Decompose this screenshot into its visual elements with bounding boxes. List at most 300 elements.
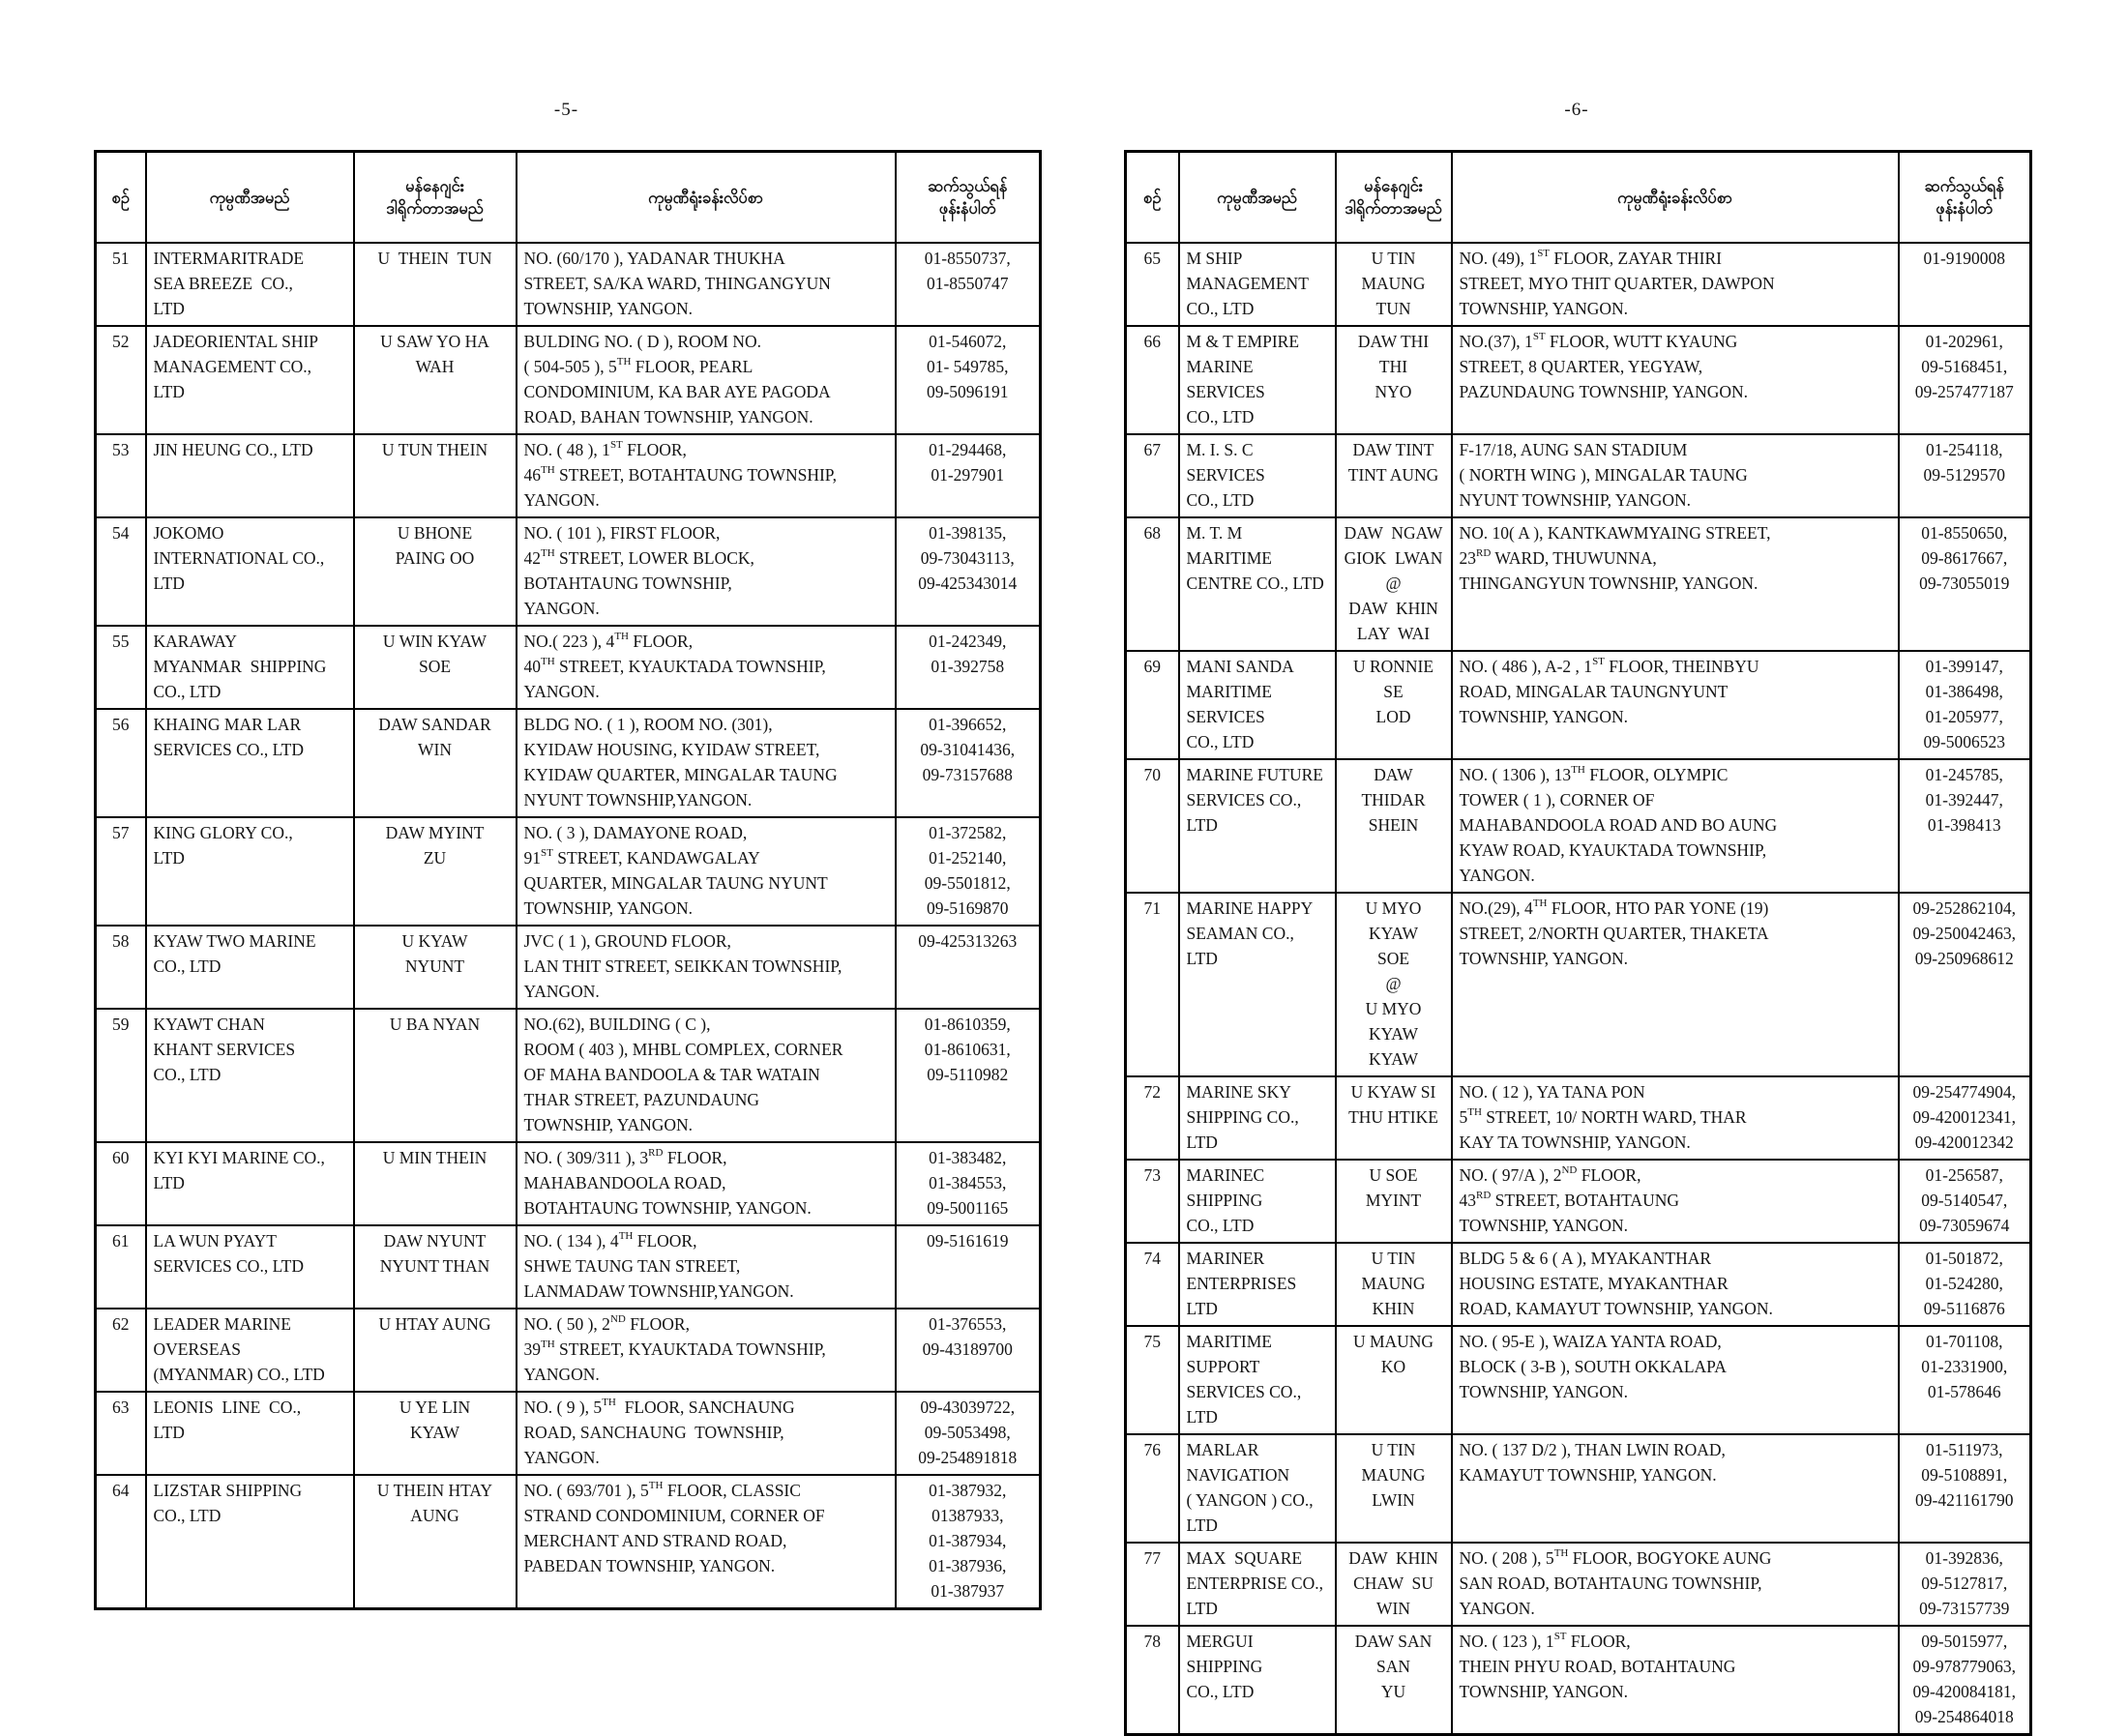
text-line: 09-978779063, [1912, 1657, 2016, 1676]
text-line: TOWNSHIP, YANGON. [523, 299, 694, 318]
serial-cell [1126, 326, 1179, 434]
text-line: 09-5169870 [926, 898, 1009, 918]
header-row [1126, 152, 2031, 244]
text-line: ENTERPRISES LTD [1186, 1274, 1301, 1318]
office-address-cell [517, 709, 896, 817]
text-line: NO. ( 95-E ), WAIZA YANTA ROAD, [1459, 1332, 1722, 1351]
text-line: 01-252140, [929, 848, 1007, 868]
text-line: BULDING NO. ( D ), ROOM NO. [523, 332, 761, 351]
text-line: U THEIN TUN [377, 249, 492, 268]
phone-numbers-cell [1899, 1243, 2031, 1326]
company-name-cell [146, 517, 354, 626]
text-line: 01-256587, [1925, 1165, 2003, 1185]
text-line: DAW MYINT [385, 823, 485, 842]
office-address-cell [1452, 434, 1899, 517]
serial-cell [1126, 243, 1179, 326]
table-row [96, 1142, 1041, 1225]
text-line: 66 [1143, 332, 1161, 351]
text-line: HOUSING ESTATE, MYAKANTHAR [1459, 1274, 1729, 1293]
text-line: MANAGEMENT [1186, 274, 1309, 293]
office-address-cell [1452, 326, 1899, 434]
header-cell-serial [1126, 152, 1179, 244]
table-row [1126, 1543, 2031, 1626]
text-line: 09-254774904, [1912, 1082, 2016, 1102]
text-line: ROOM ( 403 ), MHBL COMPLEX, CORNER [523, 1040, 843, 1059]
text-line: 01-383482, [929, 1148, 1007, 1167]
text-line: NO. ( 50 ), 2ND FLOOR, [523, 1313, 690, 1334]
serial-cell [96, 517, 146, 626]
managing-director-cell [354, 1225, 517, 1309]
table-row [96, 817, 1041, 926]
text-line: INTERMARITRADE [153, 249, 305, 268]
header-cell-serial [96, 152, 146, 244]
serial-cell [1126, 1076, 1179, 1160]
office-address-cell [517, 1475, 896, 1609]
text-line: 55 [112, 632, 130, 651]
company-name-cell [1179, 434, 1336, 517]
office-address-cell [517, 1392, 896, 1475]
serial-cell [1126, 1434, 1179, 1543]
text-line: U MAUNG KO [1352, 1332, 1438, 1376]
managing-director-cell [354, 243, 517, 326]
managing-director-cell [354, 1392, 517, 1475]
text-line: 77 [1143, 1548, 1161, 1568]
header-cell-office-address [517, 152, 896, 244]
text-line: 01-8610359, [924, 1015, 1011, 1034]
text-line: NO. ( 486 ), A-2 , 1ST FLOOR, THEINBYU [1459, 656, 1759, 676]
text-line: JIN HEUNG CO., LTD [153, 440, 313, 459]
text-line: 09-73059674 [1919, 1216, 2010, 1235]
text-line: U SOE MYINT [1365, 1165, 1422, 1210]
text-line: 67 [1143, 440, 1161, 459]
text-line: MERGUI SHIPPING [1186, 1632, 1263, 1676]
text-line: LEONIS LINE CO., [153, 1398, 302, 1417]
managing-director-cell [354, 926, 517, 1009]
text-line: 43RD STREET, BOTAHTAUNG [1459, 1190, 1679, 1210]
text-line: 73 [1143, 1165, 1161, 1185]
text-line: U MYO KYAW [1365, 898, 1426, 943]
office-address-cell [517, 1009, 896, 1142]
text-line: 01387933, [931, 1506, 1004, 1525]
office-address-cell [1452, 243, 1899, 326]
text-line: KYAW [1368, 1049, 1419, 1069]
company-name-cell [1179, 1160, 1336, 1243]
text-line: YANGON. [523, 490, 600, 510]
text-line: OF MAHA BANDOOLA & TAR WATAIN [523, 1065, 820, 1084]
header-cell-managing-director [354, 152, 517, 244]
company-name-cell [1179, 326, 1336, 434]
text-line: 01-392836, [1925, 1548, 2003, 1568]
text-line: 09-421161790 [1915, 1490, 2014, 1510]
text-line: 09-420012342 [1914, 1133, 2014, 1152]
text-line: 39TH STREET, KYAUKTADA TOWNSHIP, [523, 1339, 826, 1359]
table-row [1126, 893, 2031, 1076]
text-line: 70 [1143, 765, 1161, 784]
office-address-cell [517, 1225, 896, 1309]
text-line: NO. ( 12 ), YA TANA PON [1459, 1082, 1645, 1102]
text-line: 09-73157739 [1919, 1599, 2010, 1618]
company-name-cell [1179, 517, 1336, 651]
company-name-cell [146, 1392, 354, 1475]
phone-numbers-cell [896, 326, 1041, 434]
text-line: U RONNIE SE [1352, 657, 1438, 701]
company-name-cell [146, 243, 354, 326]
text-line: SERVICES CO., LTD [1186, 790, 1306, 835]
text-line: 01-399147, [1925, 657, 2003, 676]
text-line: NAVIGATION [1186, 1465, 1290, 1485]
text-line: ဆက်သွယ်ရန် [1924, 177, 2004, 195]
office-address-cell [1452, 1543, 1899, 1626]
page-number: -5- [553, 100, 579, 120]
serial-cell [96, 434, 146, 517]
text-line: NO. ( 208 ), 5TH FLOOR, BOGYOKE AUNG [1459, 1547, 1772, 1568]
text-line: YANGON. [523, 1365, 600, 1384]
text-line: ဆက်သွယ်ရန် [928, 177, 1008, 195]
company-name-cell [1179, 893, 1336, 1076]
table-row [1126, 243, 2031, 326]
text-line: 01-396652, [929, 715, 1007, 734]
text-line: KYIDAW QUARTER, MINGALAR TAUNG [523, 765, 838, 784]
table-row [1126, 651, 2031, 759]
text-line: 40TH STREET, KYAUKTADA TOWNSHIP, [523, 656, 826, 676]
phone-numbers-cell [1899, 651, 2031, 759]
text-line: 09-5001165 [927, 1198, 1009, 1218]
text-line: 09-8617667, [1921, 548, 2008, 568]
text-line: 09-250042463, [1912, 924, 2016, 943]
text-line: ( 504-505 ), 5TH FLOOR, PEARL [523, 356, 754, 376]
serial-cell [1126, 759, 1179, 893]
text-line: DAW SAN SAN [1354, 1632, 1436, 1676]
text-line: NO. 10( A ), KANTKAWMYAING STREET, [1459, 523, 1771, 543]
text-line: CO., LTD [1186, 407, 1255, 427]
text-line: U TIN MAUNG [1361, 249, 1426, 293]
text-line: MARINE HAPPY [1186, 898, 1314, 918]
text-line: ဒါရိုက်တာအမည် [1345, 199, 1442, 218]
text-line: TUN [1375, 299, 1411, 318]
text-line: LTD [153, 1423, 185, 1442]
text-line: 01-524280, [1925, 1274, 2003, 1293]
text-line: MARITIME SUPPORT [1186, 1332, 1277, 1376]
text-line: 76 [1143, 1440, 1161, 1459]
managing-director-cell [354, 517, 517, 626]
managing-director-cell [354, 1142, 517, 1225]
company-name-cell [146, 1309, 354, 1392]
header-cell-contact-phone [1899, 152, 2031, 244]
text-line: CHAW SU [1353, 1574, 1433, 1593]
text-line: မန်နေဂျင်း [405, 177, 464, 195]
text-line: STREET, 8 QUARTER, YEGYAW, [1459, 357, 1703, 376]
managing-director-cell [1336, 1076, 1452, 1160]
text-line: DAW KHIN [1348, 599, 1438, 618]
text-line: 46TH STREET, BOTAHTAUNG TOWNSHIP, [523, 464, 837, 485]
text-line: LEADER MARINE [153, 1314, 291, 1334]
text-line: ဖုန်းနံပါတ် [938, 199, 996, 218]
text-line: U WIN KYAW [382, 632, 488, 651]
text-line: TOWNSHIP, YANGON. [1459, 299, 1629, 318]
text-line: PAZUNDAUNG TOWNSHIP, YANGON. [1459, 382, 1748, 401]
text-line: U MIN THEIN [382, 1148, 488, 1167]
table-header [96, 152, 1041, 244]
text-line: 01-392447, [1925, 790, 2003, 809]
office-address-cell [517, 1309, 896, 1392]
text-line: M. T. M MARITIME [1186, 523, 1272, 568]
text-line: 52 [112, 332, 130, 351]
text-line: CO., LTD [1186, 490, 1255, 510]
phone-numbers-cell [896, 434, 1041, 517]
text-line: F-17/18, AUNG SAN STADIUM [1459, 440, 1688, 459]
text-line: 09-5096191 [926, 382, 1009, 401]
text-line: 60 [112, 1148, 130, 1167]
text-line: 01-387937 [931, 1581, 1005, 1601]
text-line: 09-5015977, [1921, 1632, 2008, 1651]
text-line: 53 [112, 440, 130, 459]
serial-cell [96, 243, 146, 326]
text-line: 01-701108, [1925, 1332, 2003, 1351]
text-line: CO., LTD [153, 682, 222, 701]
text-line: STREET, 2/NORTH QUARTER, THAKETA [1459, 924, 1769, 943]
office-address-cell [1452, 1626, 1899, 1735]
text-line: YANGON. [523, 982, 600, 1001]
text-line: ENTERPRISE CO., [1186, 1574, 1323, 1593]
text-line: 09-5168451, [1921, 357, 2008, 376]
managing-director-cell [1336, 1434, 1452, 1543]
text-line: 01-202961, [1925, 332, 2003, 351]
text-line: 09-73157688 [922, 765, 1013, 784]
text-line: M SHIP [1186, 249, 1243, 268]
text-line: 01-387936, [929, 1556, 1007, 1575]
company-name-cell [1179, 243, 1336, 326]
text-line: MARINE FUTURE [1186, 765, 1323, 784]
table-row [1126, 1076, 2031, 1160]
text-line: U BA NYAN [389, 1015, 481, 1034]
text-line: SOE [1376, 949, 1410, 968]
text-line: ROAD, BAHAN TOWNSHIP, YANGON. [523, 407, 813, 427]
text-line: DAW THIDAR [1361, 765, 1426, 809]
company-name-cell [146, 926, 354, 1009]
serial-cell [1126, 434, 1179, 517]
text-line: NO. ( 97/A ), 2ND FLOOR, [1459, 1164, 1641, 1185]
text-line: 09-254891818 [918, 1448, 1018, 1467]
text-line: KYAW [409, 1423, 460, 1442]
text-line: 09-73055019 [1919, 574, 2010, 593]
text-line: JADEORIENTAL SHIP [153, 332, 319, 351]
text-line: 68 [1143, 523, 1161, 543]
text-line: 09-5129570 [1923, 465, 2006, 485]
text-line: စဉ် [1143, 188, 1162, 207]
text-line: STRAND CONDOMINIUM, CORNER OF [523, 1506, 825, 1525]
text-line: TOWNSHIP, YANGON. [1459, 1216, 1629, 1235]
text-line: MERCHANT AND STRAND ROAD, [523, 1531, 787, 1550]
phone-numbers-cell [1899, 893, 2031, 1076]
text-line: LTD [153, 299, 185, 318]
text-line: NYUNT TOWNSHIP,YANGON. [523, 790, 753, 809]
managing-director-cell [354, 1009, 517, 1142]
phone-numbers-cell [896, 1309, 1041, 1392]
text-line: 01-511973, [1925, 1440, 2003, 1459]
text-line: 09-5140547, [1921, 1191, 2008, 1210]
text-line: NYUNT THAN [379, 1256, 490, 1276]
text-line: NO. ( 137 D/2 ), THAN LWIN ROAD, [1459, 1440, 1726, 1459]
text-line: 01-546072, [929, 332, 1007, 351]
serial-cell [1126, 1543, 1179, 1626]
text-line: U BHONE [397, 523, 473, 543]
text-line: (MYANMAR) CO., LTD [153, 1365, 325, 1384]
text-line: 01-398135, [929, 523, 1007, 543]
text-line: U KYAW SI [1350, 1082, 1436, 1102]
office-address-cell [1452, 1160, 1899, 1243]
text-line: 62 [112, 1314, 130, 1334]
text-line: NO.(29), 4TH FLOOR, HTO PAR YONE (19) [1459, 897, 1769, 918]
text-line: LTD [1186, 1599, 1218, 1618]
serial-cell [96, 326, 146, 434]
text-line: SHWE TAUNG TAN STREET, [523, 1256, 741, 1276]
office-address-cell [1452, 1434, 1899, 1543]
text-line: ROAD, MINGALAR TAUNGNYUNT [1459, 682, 1729, 701]
text-line: CO., LTD [1186, 732, 1255, 751]
text-line: 01-297901 [931, 465, 1005, 485]
text-line: ZU [423, 848, 447, 868]
text-line: LTD [153, 382, 185, 401]
text-line: 01-294468, [929, 440, 1007, 459]
table-row [1126, 1326, 2031, 1434]
text-line: 64 [112, 1481, 130, 1500]
text-line: 09-250968612 [1914, 949, 2014, 968]
text-line: 09-5161619 [926, 1231, 1009, 1251]
text-line: DAW NGAW [1344, 523, 1443, 543]
serial-cell [96, 1392, 146, 1475]
text-line: 01-501872, [1925, 1249, 2003, 1268]
text-line: NO. (60/170 ), YADANAR THUKHA [523, 249, 785, 268]
serial-cell [1126, 651, 1179, 759]
text-line: AUNG [410, 1506, 459, 1525]
managing-director-cell [354, 709, 517, 817]
text-line: MARINEC SHIPPING [1186, 1165, 1269, 1210]
text-line: CO., LTD [153, 1065, 222, 1084]
serial-cell [96, 926, 146, 1009]
table-row [1126, 1626, 2031, 1735]
company-name-cell [146, 1142, 354, 1225]
text-line: 78 [1143, 1632, 1161, 1651]
managing-director-cell [1336, 1543, 1452, 1626]
text-line: NYUNT TOWNSHIP, YANGON. [1459, 490, 1692, 510]
office-address-cell [517, 817, 896, 926]
phone-numbers-cell [896, 626, 1041, 709]
table-row [96, 517, 1041, 626]
text-line: 61 [112, 1231, 130, 1251]
text-line: SOE [418, 657, 452, 676]
text-line: 59 [112, 1015, 130, 1034]
text-line: NYO [1374, 382, 1412, 401]
text-line: MANAGEMENT CO., [153, 357, 311, 376]
table-body [96, 243, 1041, 1609]
text-line: LIZSTAR SHIPPING [153, 1481, 303, 1500]
text-line: 09-5006523 [1923, 732, 2006, 751]
serial-cell [96, 1142, 146, 1225]
text-line: LA WUN PYAYT [153, 1231, 277, 1251]
serial-cell [1126, 1243, 1179, 1326]
text-line: 01-387934, [929, 1531, 1007, 1550]
office-address-cell [1452, 517, 1899, 651]
text-line: 01-386498, [1925, 682, 2003, 701]
page-number: -6- [1564, 100, 1589, 120]
text-line: LAN THIT STREET, SEIKKAN TOWNSHIP, [523, 956, 842, 976]
text-line: DAW SANDAR [378, 715, 491, 734]
text-line: CENTRE CO., LTD [1186, 574, 1324, 593]
text-line: 01-392758 [931, 657, 1005, 676]
table-row [96, 1225, 1041, 1309]
text-line: MAHABANDOOLA ROAD AND BO AUNG [1459, 815, 1778, 835]
company-directory-table-page6 [1124, 150, 2032, 1736]
text-line: @ [1385, 974, 1402, 993]
serial-cell [96, 709, 146, 817]
text-line: M & T EMPIRE [1186, 332, 1300, 351]
office-address-cell [1452, 1326, 1899, 1434]
text-line: NO. ( 101 ), FIRST FLOOR, [523, 523, 721, 543]
phone-numbers-cell [1899, 1434, 2031, 1543]
serial-cell [96, 1225, 146, 1309]
managing-director-cell [354, 626, 517, 709]
office-address-cell [517, 434, 896, 517]
text-line: ကုမ္ပဏီအမည် [209, 188, 290, 207]
text-line: ROAD, KAMAYUT TOWNSHIP, YANGON. [1459, 1299, 1773, 1318]
phone-numbers-cell [1899, 1543, 2031, 1626]
text-line: BLDG 5 & 6 ( A ), MYAKANTHAR [1459, 1249, 1712, 1268]
text-line: ကုမ္ပဏီရုံးခန်းလိပ်စာ [1617, 188, 1732, 207]
header-cell-office-address [1452, 152, 1899, 244]
text-line: ROAD, SANCHAUNG TOWNSHIP, [523, 1423, 784, 1442]
text-line: CO., LTD [153, 956, 222, 976]
text-line: TOWNSHIP, YANGON. [1459, 949, 1629, 968]
text-line: TOWNSHIP, YANGON. [1459, 1682, 1629, 1701]
text-line: 69 [1143, 657, 1161, 676]
text-line: ( YANGON ) CO., LTD [1186, 1490, 1317, 1535]
table-row [1126, 434, 2031, 517]
text-line: 91ST STREET, KANDAWGALAY [523, 847, 760, 868]
text-line: KYAW TWO MARINE [153, 931, 316, 951]
text-line: 01-578646 [1927, 1382, 2001, 1401]
managing-director-cell [1336, 326, 1452, 434]
company-name-cell [146, 1225, 354, 1309]
text-line: OVERSEAS [153, 1339, 241, 1359]
company-directory-table-page5 [94, 150, 1042, 1610]
managing-director-cell [354, 434, 517, 517]
table-row [1126, 517, 2031, 651]
phone-numbers-cell [896, 817, 1041, 926]
table-row [1126, 759, 2031, 893]
text-line: U KYAW [401, 931, 468, 951]
text-line: 09-5108891, [1921, 1465, 2008, 1485]
text-line: QUARTER, MINGALAR TAUNG NYUNT [523, 873, 828, 893]
office-address-cell [1452, 651, 1899, 759]
text-line: 01-245785, [1925, 765, 2003, 784]
phone-numbers-cell [896, 926, 1041, 1009]
text-line: THU HTIKE [1348, 1107, 1438, 1127]
text-line: LTD [153, 1173, 185, 1192]
text-line: LANMADAW TOWNSHIP,YANGON. [523, 1281, 794, 1301]
text-line: 09-257477187 [1914, 382, 2014, 401]
table-row [1126, 1160, 2031, 1243]
text-line: SERVICES CO., LTD [1186, 1382, 1306, 1427]
text-line: U THEIN HTAY [376, 1481, 493, 1500]
text-line: 01-8550737, [924, 249, 1011, 268]
serial-cell [96, 1309, 146, 1392]
text-line: 09-5116876 [1923, 1299, 2005, 1318]
text-line: NO.(62), BUILDING ( C ), [523, 1015, 711, 1034]
text-line: 01-2331900, [1921, 1357, 2008, 1376]
text-line: 58 [112, 931, 130, 951]
managing-director-cell [1336, 1243, 1452, 1326]
phone-numbers-cell [896, 709, 1041, 817]
